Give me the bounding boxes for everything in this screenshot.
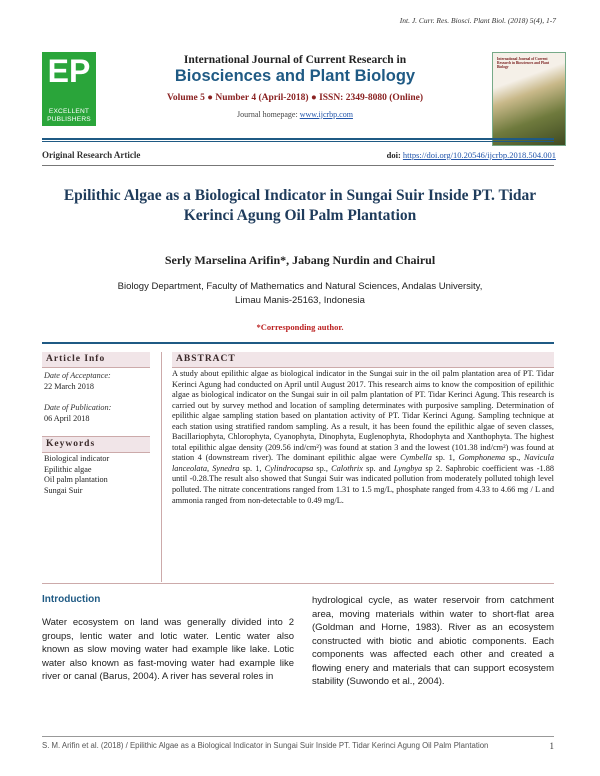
- publication-date: 06 April 2018: [44, 413, 90, 423]
- publication-label: Date of Publication:: [44, 403, 112, 412]
- homepage-label: Journal homepage:: [237, 110, 298, 119]
- species-name: Calothrix: [331, 463, 363, 473]
- abstract-part: sp.,: [505, 453, 525, 463]
- species-name: Gomphonema: [458, 453, 506, 463]
- cover-title: International Journal of Current Research in Biosciences and Plant Biology: [497, 57, 550, 70]
- acceptance-label: Date of Acceptance:: [44, 371, 111, 380]
- article-info-title: Article Info: [46, 354, 106, 364]
- journal-line1: International Journal of Current Research in: [183, 54, 407, 66]
- abstract-text: [172, 369, 554, 506]
- affiliation-line: Limau Manis-25163, Indonesia: [235, 295, 365, 306]
- keywords-list: [44, 454, 152, 496]
- abstract-part: A study about epilithic algae as biological indicator in the Sungai suir in the oil palm plantation area of PT. Tidar Kerinci Agung had conducted on April until August 2017. This research aims to know the composition of epilithic algae as biological indicator on the Sungai suir in oil palm plantation of PT. Tidar Kerinci Agung. This research is carried out by survey method and location of sampling determinates with purposive sampling. Determination of epilithic algae sampling station based on plantation activity of PT. Tidar Kerinci Agung. Sampling technique at each station using stratified random sampling. As a result, it has been found the epilithic algae of seven classes, Bacillariophyta, Chlorophyta, Cyanophyta, Dinophyta, Euglenophyta, Rhodophyta and Xanthophyta. The highest total epilithic algae density (209.56 ind/cm²) was found at station 3 and the lowest (101.38 ind/cm²) was found at station 4 (downstream river). The dominant epilithic algae were: [172, 369, 554, 463]
- journal-cover-image: [492, 52, 566, 146]
- doi: [387, 150, 556, 160]
- publisher-logo: [42, 52, 96, 126]
- abstract-part: sp. 1,: [431, 453, 459, 463]
- doi-label: doi:: [386, 150, 401, 160]
- column-divider: [161, 352, 162, 582]
- logo-letters: EP: [47, 53, 91, 89]
- authors: Serly Marselina Arifin*, Jabang Nurdin and Chairul: [164, 253, 436, 267]
- divider: [42, 583, 554, 584]
- divider: [42, 736, 554, 737]
- species-name: Navicula lanceolata, Synedra: [172, 453, 554, 473]
- article-type: Original Research Article: [42, 150, 141, 160]
- species-name: Cylindrocapsa: [264, 463, 314, 473]
- abstract-part: sp. and: [362, 463, 394, 473]
- abstract-title: ABSTRACT: [176, 354, 236, 364]
- running-head: Int. J. Curr. Res. Biosci. Plant Biol. (2018) 5(4), 1-7: [399, 16, 556, 25]
- keyword: Oil palm plantation: [44, 475, 108, 484]
- affiliation-line: Biology Department, Faculty of Mathematics and Natural Sciences, Andalas University,: [117, 281, 483, 292]
- journal-name: Biosciences and Plant Biology: [174, 67, 416, 85]
- keywords-header: [42, 436, 150, 453]
- keyword: Epilithic algae: [44, 464, 92, 474]
- divider: [42, 138, 554, 140]
- paper-title: Epilithic Algae as a Biological Indicator in Sungai Suir Inside PT. Tidar Kerinci Agung Oil Palm Plantation: [63, 187, 537, 224]
- section-heading: Introduction: [42, 594, 101, 605]
- divider: [42, 141, 554, 142]
- acceptance-date: 22 March 2018: [44, 381, 95, 391]
- species-name: Cymbella: [400, 453, 432, 463]
- intro-column-right: hydrological cycle, as water reservoir from catchment area, moving materials within water to short-flat area (Goldman and Horne, 1983). River as an ecosystem constructed with biotic and abiotic components. Each components was affected each other and created a flowing enery and materials that can support ecosystem stability (Suwondo et al., 2004).: [312, 595, 554, 687]
- keyword: Sungai Suir: [44, 485, 83, 495]
- keyword: Biological indicator: [44, 454, 110, 463]
- divider: [42, 342, 554, 344]
- abstract-header: [172, 352, 554, 368]
- abstract-part: sp 2. Saphrobic coefficient was -1.88 until -0.28.The result also showed that Sungai Suir was indicated pollution from moderately polluted tohigh level polluted. The nitrate concentrations ranged from 1.31 to 1.5 mg/L, phosphate ranged from 4.33 to 4.66 mg / L and ammonia ranged from non-detectable to 0.49 mg/L.: [172, 463, 554, 505]
- homepage-link[interactable]: www.ijcrbp.com: [299, 110, 353, 119]
- corresponding-author: *Corresponding author.: [256, 322, 344, 332]
- journal-homepage: [110, 110, 480, 119]
- abstract-part: sp. 1,: [239, 463, 265, 473]
- journal-masthead: [110, 54, 480, 119]
- footer-citation: S. M. Arifin et al. (2018) / Epilithic Algae as a Biological Indicator in Sungai Suir Inside PT. Tidar Kerinci Agung Oil Palm Plantation: [42, 741, 489, 750]
- page-number: 1: [549, 741, 554, 751]
- keywords-title: Keywords: [46, 439, 96, 449]
- abstract-part: sp.,: [313, 463, 332, 473]
- logo-text: EXCELLENT PUBLISHERS: [47, 108, 91, 123]
- journal-volume: Volume 5 ● Number 4 (April-2018) ● ISSN: 2349-8080 (Online): [166, 93, 424, 103]
- divider: [42, 165, 554, 166]
- acceptance-date-block: [44, 371, 152, 392]
- intro-column-left: Water ecosystem on land was generally divided into 2 groups, lentic water and lotic water. Lentic water also known as slow moving water had example like lake. Lotic water also known as fast-moving water had example like river or canal (Barus, 2004). A river has several roles in: [42, 617, 294, 682]
- affiliation: [80, 280, 520, 308]
- publication-date-block: [44, 403, 152, 424]
- species-name: Lyngbya: [393, 463, 423, 473]
- article-info-header: [42, 352, 150, 368]
- doi-link[interactable]: https://doi.org/10.20546/ijcrbp.2018.504.001: [402, 150, 556, 160]
